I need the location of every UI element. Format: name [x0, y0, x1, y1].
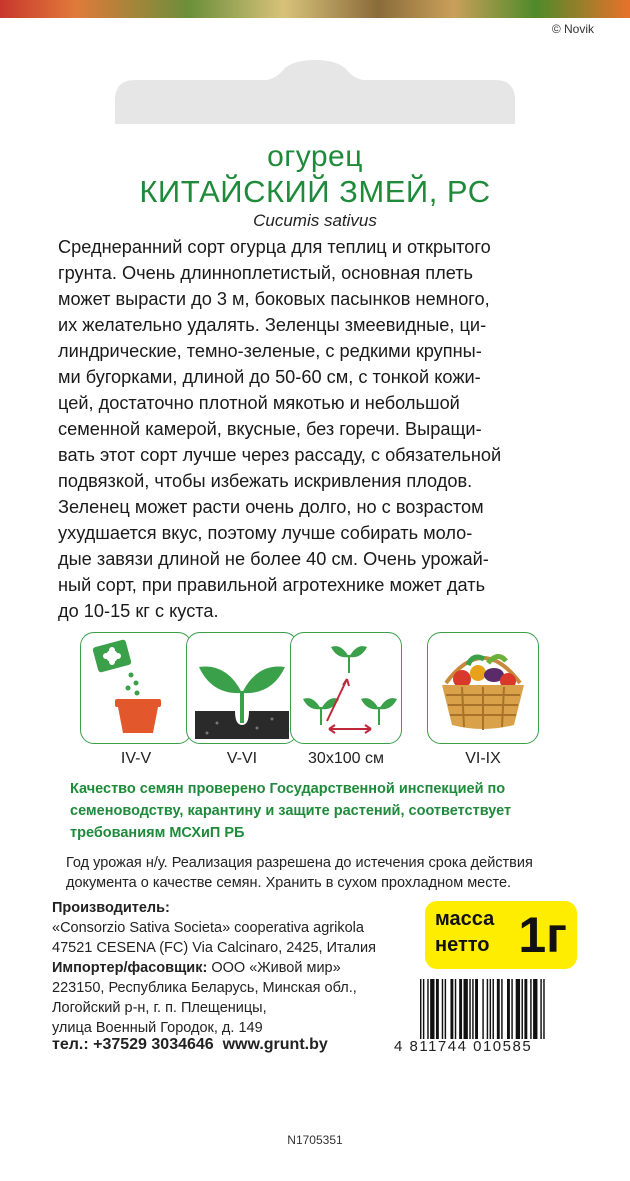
- description-line: ный сорт, при правильной агротехнике может дать: [58, 575, 486, 595]
- barcode-digits: 4 811744 010585: [394, 1038, 533, 1055]
- description-line: до 10-15 кг с куста.: [58, 601, 219, 621]
- barcode-bar: [493, 979, 494, 1039]
- harvest-basket-icon: [428, 633, 538, 743]
- contact-line: тел.: +37529 3034646 www.grunt.by: [52, 1036, 328, 1053]
- barcode-bar: [472, 979, 473, 1039]
- sowing-icon-card: [80, 632, 192, 744]
- net-mass-badge: [425, 901, 577, 969]
- importer-line: 223150, Республика Беларусь, Минская обл.,: [52, 980, 357, 996]
- harvest-note: [66, 853, 586, 893]
- description-line: грунта. Очень длинноплетистый, основная плеть: [58, 263, 474, 283]
- barcode-bar: [524, 979, 527, 1039]
- barcode-bar: [530, 979, 531, 1039]
- spacing-icon: [291, 633, 401, 743]
- barcode-bar: [445, 979, 446, 1039]
- description-line: подвязкой, чтобы избежать искривления плодов.: [58, 471, 473, 491]
- barcode-bar: [464, 979, 468, 1039]
- harvest-line: документа о качестве семян. Хранить в сухом прохладном месте.: [66, 875, 512, 891]
- producer-info: [52, 898, 412, 1038]
- description-line: вать этот сорт лучше через рассаду, с обязательной: [58, 445, 502, 465]
- latin-name: Cucumis sativus: [253, 211, 377, 230]
- package-tab-shape: [115, 60, 515, 124]
- spacing-icon-card: [290, 632, 402, 744]
- mass-value: 1г: [518, 907, 567, 963]
- barcode-bar: [482, 979, 483, 1039]
- mass-word: масса: [435, 908, 495, 930]
- barcode-bar: [430, 979, 434, 1039]
- spacing-label: 30x100 см: [308, 750, 384, 767]
- barcode-bar: [436, 979, 439, 1039]
- sowing-icon: [81, 633, 191, 743]
- barcode-bar: [442, 979, 443, 1039]
- description-line: Зеленец может расти очень долго, но с возрастом: [58, 497, 484, 517]
- copyright: © Novik: [551, 22, 594, 36]
- sowing-label: IV-V: [120, 750, 152, 767]
- barcode-bar: [501, 979, 502, 1039]
- barcode-bar: [423, 979, 424, 1039]
- barcode-bar: [459, 979, 462, 1039]
- description: [58, 234, 574, 624]
- barcode-bar: [511, 979, 512, 1039]
- top-photo-strip: [0, 0, 630, 18]
- barcode-bar: [497, 979, 500, 1039]
- description-line: линдрические, темно-зеленые, с редкими крупны-: [58, 341, 482, 361]
- harvest-line: Год урожая н/у. Реализация разрешена до истечения срока действия: [66, 855, 533, 871]
- barcode-bar: [540, 979, 541, 1039]
- product-code: N1705351: [287, 1133, 343, 1147]
- importer-line: улица Военный Городок, д. 149: [52, 1020, 263, 1036]
- barcode-bar: [522, 979, 523, 1039]
- importer-line: Логойский р-н, г. п. Плещеницы,: [52, 1000, 267, 1016]
- producer-heading: Производитель:: [52, 900, 170, 916]
- barcode-bar: [516, 979, 520, 1039]
- producer-line: «Consorzio Sativa Societa» cooperativa agrikola: [52, 920, 364, 936]
- quality-notice: [70, 778, 570, 844]
- quality-line: семеноводству, карантину и защите растений, соответствует: [70, 803, 512, 819]
- barcode-bar: [427, 979, 428, 1039]
- harvest-icon-card: [427, 632, 539, 744]
- barcode-bar: [533, 979, 537, 1039]
- harvest-label: VI-IX: [465, 750, 501, 767]
- seedling-icon-card: [186, 632, 298, 744]
- description-line: семенной камерой, вкусные, без горечи. Выращи-: [58, 419, 482, 439]
- barcode-bar: [475, 979, 478, 1039]
- barcode-bar: [450, 979, 453, 1039]
- description-line: их желательно удалять. Зеленцы змеевидные, ци-: [58, 315, 487, 335]
- barcode-bar: [543, 979, 544, 1039]
- product-name: КИТАЙСКИЙ ЗМЕЙ, РС: [139, 174, 491, 209]
- mass-word: нетто: [435, 934, 490, 956]
- description-line: цей, достаточно плотной мякотью и небольшой: [58, 393, 460, 413]
- importer-name: ООО «Живой мир»: [207, 960, 341, 976]
- description-line: может вырасти до 3 м, боковых пасынков немного,: [58, 289, 490, 309]
- quality-line: Качество семян проверено Государственной инспекцией по: [70, 781, 506, 797]
- seedling-icon: [187, 633, 297, 743]
- barcode-bar: [420, 979, 421, 1039]
- description-line: дые завязи длиной не более 40 см. Очень урожай-: [58, 549, 489, 569]
- barcode-bar: [490, 979, 491, 1039]
- description-line: ухудшается вкус, поэтому лучше собирать моло-: [58, 523, 473, 543]
- barcode-bar: [487, 979, 488, 1039]
- barcode-bar: [469, 979, 470, 1039]
- barcode-bar: [507, 979, 510, 1039]
- seedling-label: V-VI: [226, 750, 258, 767]
- barcode: [418, 975, 588, 1045]
- importer-heading: Импортер/фасовщик:: [52, 960, 208, 976]
- barcode-bar: [455, 979, 456, 1039]
- product-category: огурец: [267, 140, 363, 173]
- quality-line: требованиям МСХиП РБ: [70, 825, 245, 841]
- description-line: Среднеранний сорт огурца для теплиц и открытого: [58, 237, 491, 257]
- producer-line: 47521 CESENA (FC) Via Calcinaro, 2425, Италия: [52, 940, 376, 956]
- description-line: ми бугорками, длиной до 50-60 см, с тонкой кожи-: [58, 367, 481, 387]
